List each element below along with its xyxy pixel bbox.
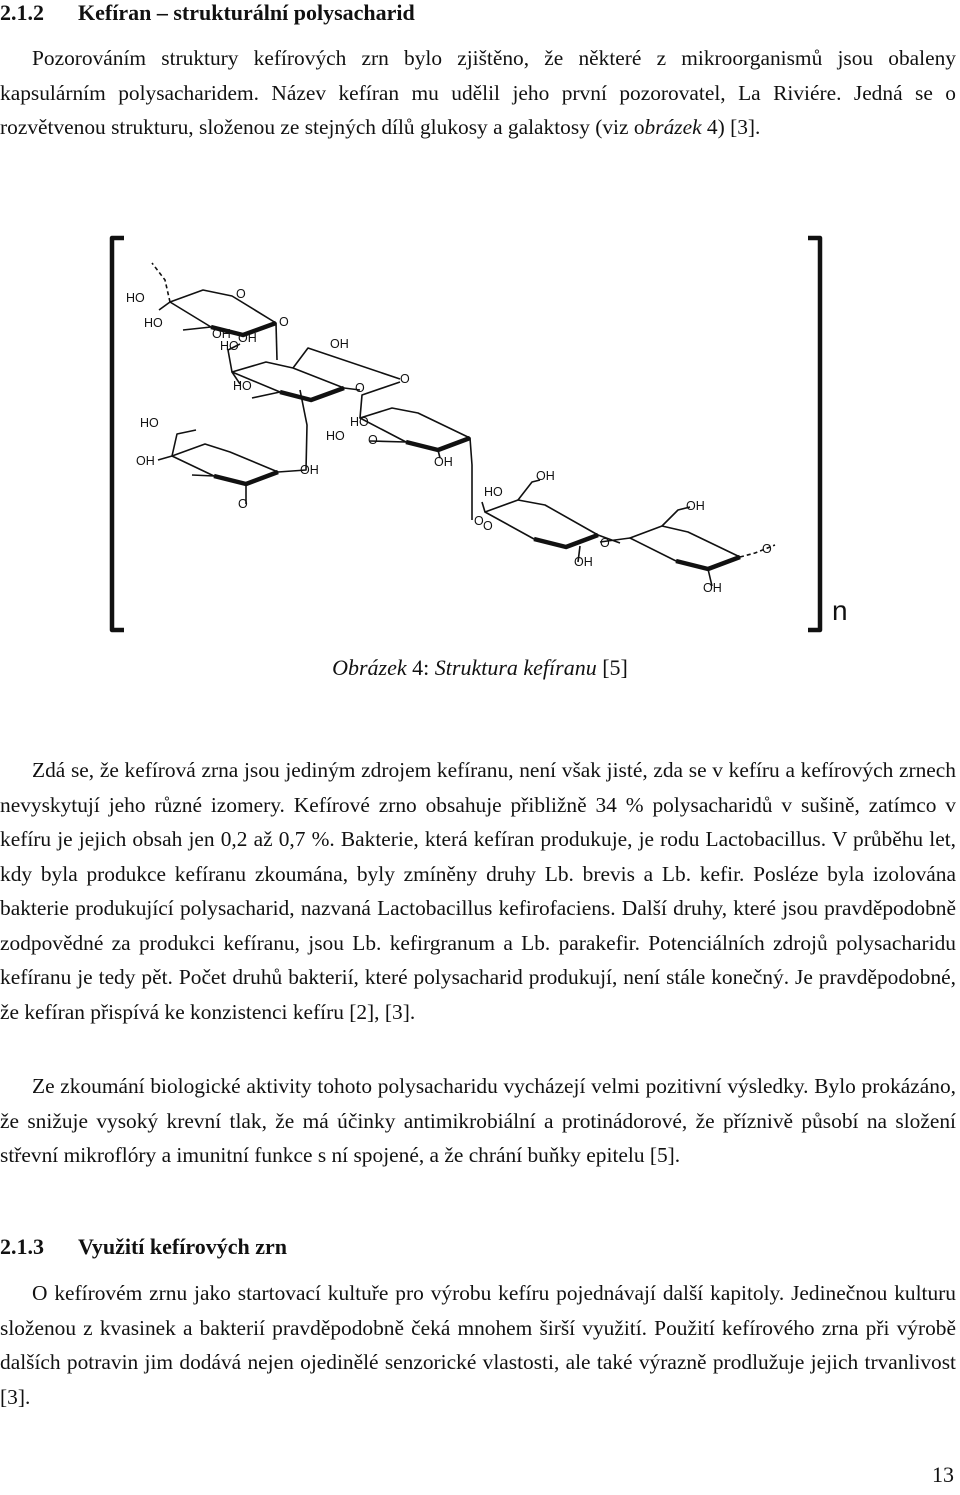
oxygen-atom-label: O — [762, 542, 772, 556]
section-heading-2-1-2 — [0, 0, 415, 26]
page-number: 13 — [932, 1462, 954, 1487]
hydroxyl-label: HO — [126, 291, 145, 305]
hydroxyl-label: OH — [574, 555, 593, 569]
oxygen-atom-label: O — [279, 315, 289, 329]
hydroxyl-label: HO — [140, 416, 159, 430]
left-bracket — [112, 238, 124, 630]
hydroxyl-label: OH — [703, 581, 722, 595]
paragraph-usage: O kefírovém zrnu jako startovací kultuře pro výrobu kefíru pojednávají další kapitoly. Jedinečnou kulturu složenou z kvasinek a bakterií pravděpodobně čeká mnohem širší využití. Použití kefírového zrna při výrobě dalších potravin jim dodává nejen ojedinělé senzorické vlastosti, ale také výrazně prodlužuje jejich trvanlivost [3]. — [0, 1281, 956, 1409]
figure-reference-italic: brázek — [644, 115, 702, 139]
paragraph-text: Pozorováním struktury kefírových zrn bylo zjištěno, že některé z mikroorganismů jsou obaleny kapsulárním polysacharidem. Název kefíran mu udělil jeho první pozorovatel, La Riviére. Jedná se o rozvětvenou strukturu, složenou ze stejných dílů glukosy a galaktosy (viz o — [0, 46, 956, 139]
kefiran-structure-diagram — [100, 230, 860, 635]
oxygen-atom-label: O — [483, 519, 493, 533]
section-number: 2.1.2 — [0, 0, 44, 25]
oxygen-atom-label: O — [355, 381, 365, 395]
paragraph-intro — [0, 41, 956, 145]
oxygen-atom-label: O — [236, 287, 246, 301]
paragraph-text-end: 4) [3]. — [701, 115, 761, 139]
figure-caption — [0, 655, 960, 681]
hydroxyl-label: OH — [686, 499, 705, 513]
oxygen-atom-label: O — [238, 497, 248, 511]
caption-label: Obrázek — [332, 655, 407, 680]
paragraph-biological-activity: Ze zkoumání biologické aktivity tohoto polysacharidu vycházejí velmi pozitivní výsledky. Bylo prokázáno, že snižuje vysoký krevní tlak, že má účinky antimikrobiální a protinádorové, že příznivě působí na složení střevní mikroflóry a imunitní funkce s ní spojené, a že chrání buňky epitelu [5]. — [0, 1074, 956, 1167]
section-title: Kefíran – strukturální polysacharid — [78, 0, 415, 25]
hydroxyl-label: OH — [434, 455, 453, 469]
paragraph-sources: Zdá se, že kefírová zrna jsou jediným zdrojem kefíranu, není však jisté, zda se v kefíru a kefírových zrnech nevyskytují jeho různé izomery. Kefírové zrno obsahuje přibližně 34 % polysacharidů v sušině, zatímco v kefíru je jejich obsah jen 0,2 až 0,7 %. Bakterie, která kefíran produkuje, je rodu Lactobacillus. V průběhu let, kdy byla produkce kefíranu zkoumána, byly zmíněny druhy Lb. brevis a Lb. kefir. Posléze byla izolována bakterie produkující polysacharid, nazvaná Lactobacillus kefirofaciens. Další druhy, které jsou pravděpodobně zodpovědné za produkci kefíranu, jsou Lb. kefirgranum a Lb. parakefir. Potenciálních zdrojů polysacharidu kefíranu je tedy pět. Počet druhů bakterií, které polysacharid produkují, není stále konečný. Je pravděpodobné, že kefíran přispívá ke konzistenci kefíru [2], [3]. — [0, 758, 956, 1024]
section-number: 2.1.3 — [0, 1234, 44, 1259]
repeat-subscript-n: n — [832, 595, 848, 626]
caption-reference: [5] — [596, 655, 628, 680]
caption-text: Struktura kefíranu — [434, 655, 597, 680]
oxygen-atom-label: O — [474, 514, 484, 528]
kefiran-structure-figure — [100, 230, 860, 635]
hydroxyl-label: HO — [144, 316, 163, 330]
section-title: Využití kefírových zrn — [78, 1234, 287, 1259]
hydroxyl-label: OH — [330, 337, 349, 351]
oxygen-atom-label: O — [368, 433, 378, 447]
right-bracket — [808, 238, 820, 630]
oxygen-atom-label: O — [400, 372, 410, 386]
hydroxyl-label: HO — [350, 415, 369, 429]
hydroxyl-label: OH — [238, 331, 257, 345]
hydroxyl-label: OH — [300, 463, 319, 477]
hydroxyl-label: HO — [220, 339, 239, 353]
hydroxyl-label: HO — [484, 485, 503, 499]
hydroxyl-label: OH — [212, 327, 231, 341]
hydroxyl-label: OH — [536, 469, 555, 483]
oxygen-atom-label: O — [600, 536, 610, 550]
caption-number: 4: — [406, 655, 435, 680]
hydroxyl-label: HO — [233, 379, 252, 393]
hydroxyl-label: HO — [326, 429, 345, 443]
section-heading-2-1-3 — [0, 1234, 287, 1260]
hydroxyl-label: OH — [136, 454, 155, 468]
